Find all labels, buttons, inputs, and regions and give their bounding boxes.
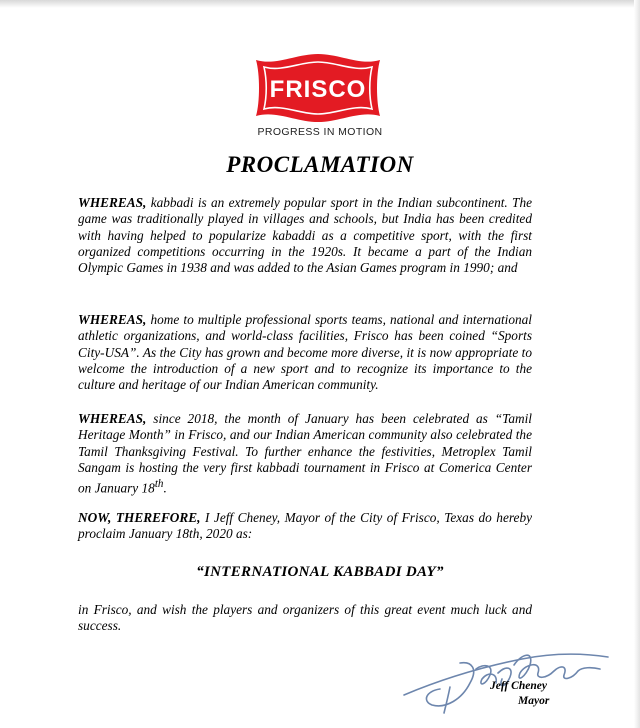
logo-wordmark: FRISCO: [269, 76, 367, 103]
paragraph-lead: NOW, THEREFORE,: [78, 510, 201, 525]
ordinal-suffix: th: [154, 478, 164, 491]
page-side-shadow: [634, 0, 640, 728]
whereas-paragraph-2: [78, 312, 532, 393]
frisco-logo: [250, 52, 386, 124]
whereas-paragraph-1: [78, 195, 532, 276]
paragraph-lead: WHEREAS,: [78, 195, 147, 210]
declaration-title: “INTERNATIONAL KABBADI DAY”: [196, 564, 444, 580]
paragraph-lead: WHEREAS,: [78, 411, 147, 426]
whereas-paragraph-3: [78, 411, 532, 497]
page-title: PROCLAMATION: [226, 152, 414, 177]
paragraph-lead: WHEREAS,: [78, 312, 147, 327]
closing-paragraph: in Frisco, and wish the players and organizers of this great event much luck and success.: [78, 602, 532, 634]
page-top-shadow: [0, 0, 640, 8]
now-therefore-paragraph: [78, 510, 532, 543]
paragraph-text: since 2018, the month of January has been celebrated as “Tamil Heritage Month” in Frisco, and our Indian American community also celebrated the Tamil Thanksgiving Festival. To further enhance the festivities, Metroplex Tamil Sangam is hosting the very first kabbadi tournament in Frisco at Comerica Center on January 18: [78, 411, 532, 496]
logo-tagline: PROGRESS IN MOTION: [257, 126, 383, 138]
paragraph-text: home to multiple professional sports teams, national and international athletic organizations, and world-class facilities, Frisco has been coined “Sports City-USA”. As the City has grown and become more diverse, it is now appropriate to welcome the introduction of a new sport and to recognize its importance to the culture and heritage of our Indian American community.: [78, 312, 532, 393]
paragraph-tail: .: [163, 480, 167, 496]
paragraph-text: I Jeff Cheney, Mayor of the City of Frisco, Texas do hereby proclaim January 18th, 2020 as:: [78, 510, 532, 542]
signer-name: Jeff Cheney: [490, 680, 547, 692]
paragraph-text: kabbadi is an extremely popular sport in the Indian subcontinent. The game was traditionally played in villages and schools, but India has been credited with having helped to popularize kabaddi as a competitive sport, with the first organized competitions occurring in the 1920s. It became a part of the Indian Olympic Games in 1938 and was added to the Asian Games program in 1990; and: [78, 195, 532, 276]
signer-title: Mayor: [518, 695, 550, 707]
